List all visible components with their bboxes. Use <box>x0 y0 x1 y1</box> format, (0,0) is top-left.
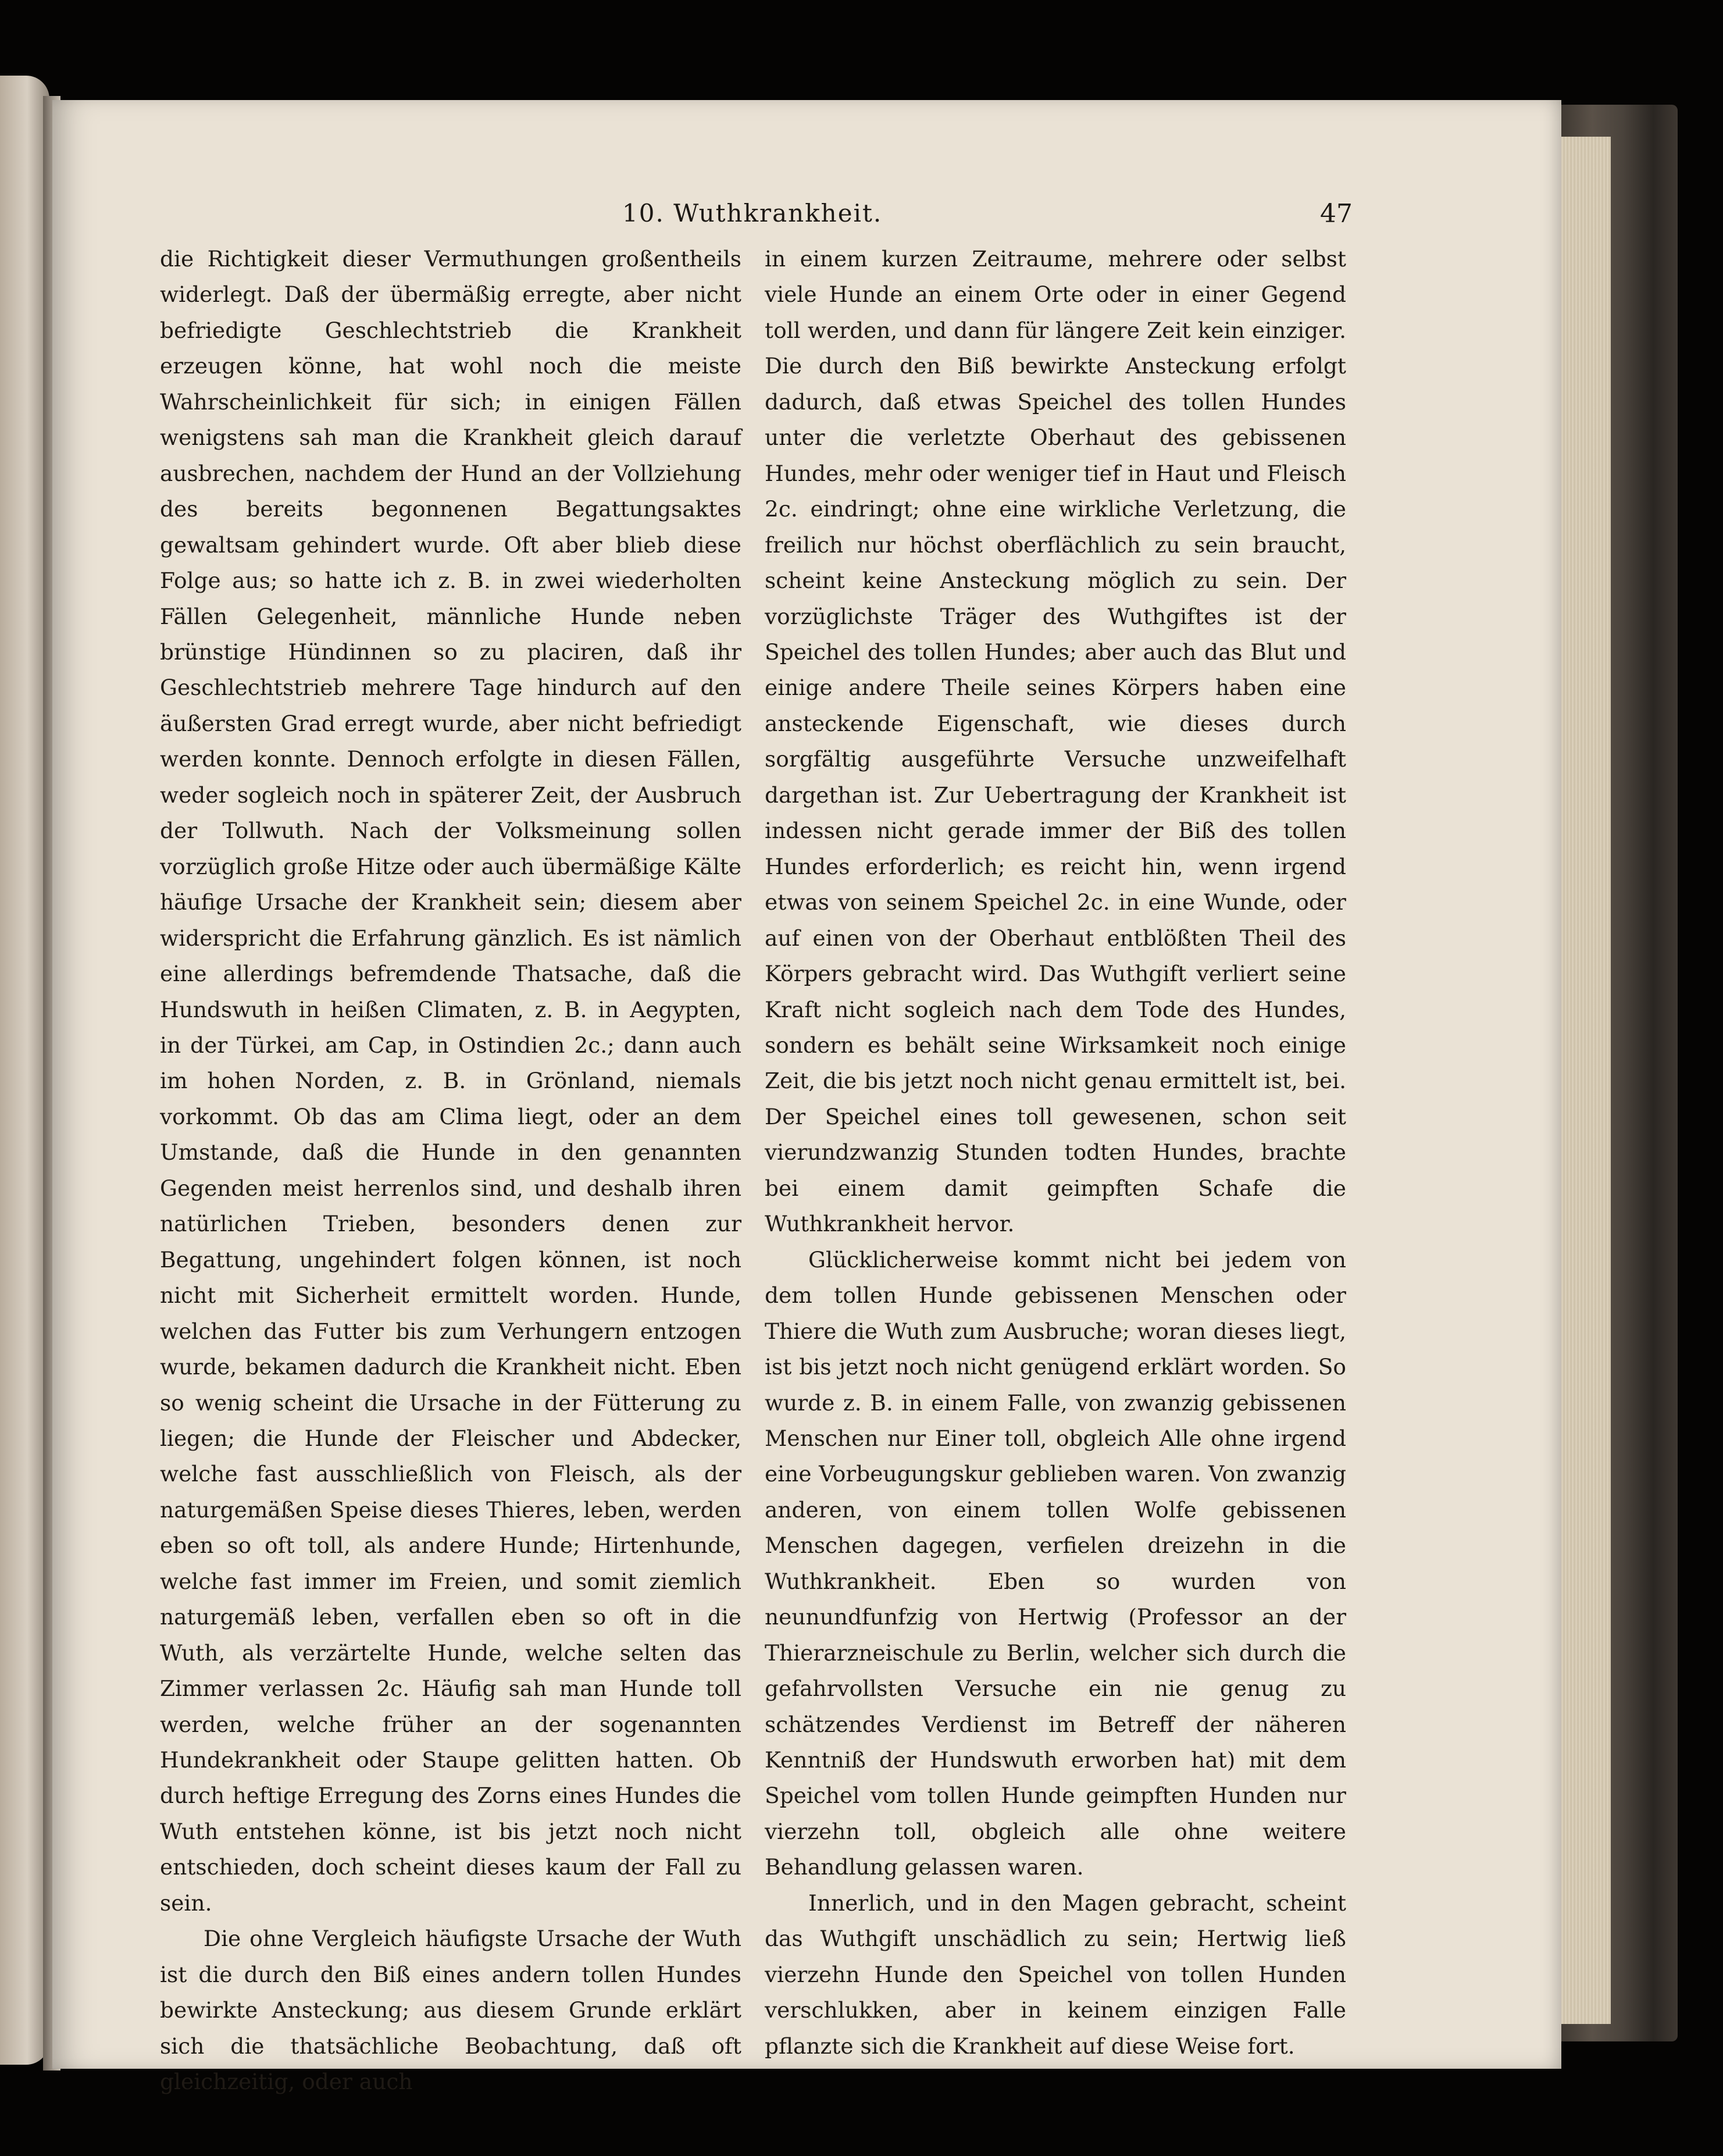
page-block-edge <box>1556 137 1611 2024</box>
paragraph: Die ohne Vergleich häufigste Ursache der Wuth ist die durch den Biß eines andern tollen Hundes bewirkte Ansteckung; aus diesem Grunde erklärt sich die thatsächliche Beobachtung, daß oft gleichzeitig, oder auch <box>160 1926 741 2095</box>
running-head <box>52 199 1561 240</box>
page-number: 47 <box>1320 199 1353 229</box>
paragraph: die Richtigkeit dieser Vermuthungen großentheils widerlegt. Daß der übermäßig erregte, aber nicht befriedigte Geschlechtstrieb die Krankheit erzeugen könne, hat wohl noch die meiste Wahrscheinlichkeit für sich; in einigen Fällen wenigstens sah man die Krankheit gleich darauf ausbrechen, nachdem der Hund an der Vollziehung des bereits begonnenen Begattungsaktes gewaltsam gehindert wurde. Oft aber blieb diese Folge aus; so hatte ich z. B. in zwei wiederholten Fällen Gelegenheit, männliche Hunde neben brünstige Hündinnen so zu placiren, daß ihr Geschlechtstrieb mehrere Tage hindurch auf den äußersten Grad erregt wurde, aber nicht befriedigt werden konnte. Dennoch erfolgte in diesen Fällen, weder sogleich noch in späterer Zeit, der Ausbruch der Tollwuth. Nach der Volksmeinung sollen vorzüglich große Hitze oder auch übermäßige Kälte häufige Ursache der Krankheit sein; diesem aber widerspricht die Erfahrung gänzlich. Es ist nämlich eine allerdings befremdende Thatsache, daß die Hundswuth in heißen Climaten, z. B. in Aegypten, in der Türkei, am Cap, in Ostindien 2c.; dann auch im hohen Norden, z. B. in Grönland, niemals vorkommt. Ob das am Clima liegt, oder an dem Umstande, daß die Hunde in den genannten Gegenden meist herrenlos sind, und deshalb ihren natürlichen Trieben, besonders denen zur Begattung, ungehindert folgen können, ist noch nicht mit Sicherheit ermittelt worden. Hunde, welchen das Futter bis zum Verhungern entzogen wurde, bekamen dadurch die Krankheit nicht. Eben so wenig scheint die Ursache in der Fütterung zu liegen; die Hunde der Fleischer und Abdecker, welche fast ausschließlich von Fleisch, als der naturgemäßen Speise dieses Thieres, leben, werden eben so oft toll, als andere Hunde; Hirtenhunde, welche fast immer im Freien, und somit ziemlich naturgemäß leben, verfallen eben so oft in die Wuth, als verzärtelte Hunde, welche selten das Zimmer verlassen 2c. Häufig sah man Hunde toll werden, welche früher an der sogenannten Hundekrankheit oder Staupe gelitten hatten. Ob durch heftige Erregung des Zorns eines Hundes die Wuth entstehen könne, ist bis jetzt noch nicht entschieden, doch scheint dieses kaum der Fall zu sein. <box>160 246 741 1916</box>
previous-page-edge <box>0 76 49 2065</box>
right-text-column <box>765 241 1346 2064</box>
paragraph: in einem kurzen Zeitraume, mehrere oder selbst viele Hunde an einem Orte oder in einer Gegend toll werden, und dann für längere Zeit kein einziger. Die durch den Biß bewirkte Ansteckung erfolgt dadurch, daß etwas Speichel des tollen Hundes unter die verletzte Oberhaut des gebissenen Hundes, mehr oder weniger tief in Haut und Fleisch 2c. eindringt; ohne eine wirkliche Verletzung, die freilich nur höchst oberflächlich zu sein braucht, scheint keine Ansteckung möglich zu sein. Der vorzüglichste Träger des Wuthgiftes ist der Speichel des tollen Hundes; aber auch das Blut und einige andere Theile seines Körpers haben eine ansteckende Eigenschaft, wie dieses durch sorgfältig ausgeführte Versuche unzweifelhaft dargethan ist. Zur Uebertragung der Krankheit ist indessen nicht gerade immer der Biß des tollen Hundes erforderlich; es reicht hin, wenn irgend etwas von seinem Speichel 2c. in eine Wunde, oder auf einen von der Oberhaut entblößten Theil des Körpers gebracht wird. Das Wuthgift verliert seine Kraft nicht sogleich nach dem Tode des Hundes, sondern es behält seine Wirksamkeit noch einige Zeit, die bis jetzt noch nicht genau ermittelt ist, bei. Der Speichel eines toll gewesenen, schon seit vierundzwanzig Stunden todten Hundes, brachte bei einem damit geimpften Schafe die Wuthkrankheit hervor. <box>765 246 1346 1237</box>
paragraph: Innerlich, und in den Magen gebracht, scheint das Wuthgift unschädlich zu sein; Hertwig ließ vierzehn Hunde den Speichel von tollen Hunden verschlukken, aber in keinem einzigen Falle pflanzte sich die Krankheit auf diese Weise fort. <box>765 1890 1346 2059</box>
left-text-column <box>160 241 741 2100</box>
paragraph: Glücklicherweise kommt nicht bei jedem von dem tollen Hunde gebissenen Menschen oder Thiere die Wuth zum Ausbruche; woran dieses liegt, ist bis jetzt noch nicht genügend erklärt worden. So wurde z. B. in einem Falle, von zwanzig gebissenen Menschen nur Einer toll, obgleich Alle ohne irgend eine Vorbeugungskur geblieben waren. Von zwanzig anderen, von einem tollen Wolfe gebissenen Menschen dagegen, verfielen dreizehn in die Wuthkrankheit. Eben so wurden von neunundfunfzig von Hertwig (Professor an der Thierarzneischule zu Berlin, welcher sich durch die gefahrvollsten Versuche ein nie genug zu schätzendes Verdienst im Betreff der näheren Kenntniß der Hundswuth erworben hat) mit dem Speichel vom tollen Hunde geimpften Hunden nur vierzehn toll, obgleich alle ohne weitere Behandlung gelassen waren. <box>765 1246 1346 1880</box>
chapter-title: 10. Wuthkrankheit. <box>622 199 883 227</box>
book-page <box>52 100 1561 2095</box>
